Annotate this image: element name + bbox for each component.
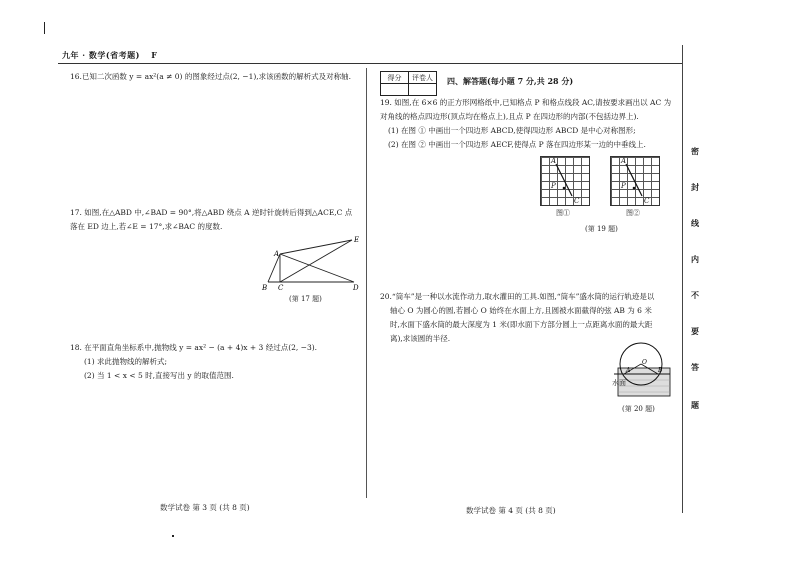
question-20-line2: 轴心 O 为圆心的圆,若圆心 O 始终在水面上方,且圆被水面截得的弦 AB 为 6 米 xyxy=(390,306,652,315)
question-19-line2: 对角线的格点四边形(顶点均在格点上),且点 P 在四边形的内部(不包括边界上). xyxy=(380,112,639,121)
fig19-1-label-p: P xyxy=(551,182,556,190)
header-version: F xyxy=(151,50,158,60)
fig17-label-b: B xyxy=(262,284,268,292)
page-header xyxy=(62,50,157,61)
side-char-8: 题 xyxy=(691,400,699,410)
question-20-line1: 20.“筒车”是一种以水流作动力,取水灌田的工具.如图,“筒车”盛水筒的运行轨迹是以 xyxy=(380,292,655,301)
question-19-line1: 19. 如图,在 6×6 的正方形网格纸中,已知格点 P 和格点线段 AC,请按要求画出以 AC 为 xyxy=(380,98,672,107)
question-18-line1: 18. 在平面直角坐标系中,抛物线 y = ax² − (a + 4)x + 3 经过点(2, −3). xyxy=(70,343,318,352)
side-char-3: 线 xyxy=(691,218,699,228)
fig19-2-label-a: A xyxy=(621,157,627,165)
score-cell-label: 得分 xyxy=(381,72,409,84)
fig19-segment-2 xyxy=(610,156,660,206)
scan-mark xyxy=(44,22,45,34)
footer-right: 数学试卷 第 4 页 (共 8 页) xyxy=(466,506,556,515)
grader-cell-label: 评卷人 xyxy=(409,72,437,84)
fig20-caption: (第 20 题) xyxy=(622,405,655,413)
binding-line xyxy=(682,45,683,513)
question-20-line4: 离),求该圆的半径. xyxy=(390,334,451,343)
figure-17 xyxy=(258,234,368,292)
column-divider xyxy=(366,68,367,498)
side-char-1: 密 xyxy=(691,146,699,156)
question-18 xyxy=(70,341,366,383)
figure-20 xyxy=(610,340,672,402)
header-rule xyxy=(58,63,682,64)
fig20-label-b: B xyxy=(658,367,663,374)
fig20-label-o: O xyxy=(642,359,647,366)
question-17 xyxy=(70,206,366,234)
fig19-subcaption-2: 图② xyxy=(626,209,640,217)
fig17-label-d: D xyxy=(353,284,359,292)
question-18-line3: (2) 当 1 < x < 5 时,直接写出 y 的取值范围. xyxy=(84,371,234,380)
fig17-label-e: E xyxy=(354,236,360,244)
fig19-2-label-p: P xyxy=(621,182,626,190)
score-table xyxy=(380,71,437,96)
scan-dot xyxy=(172,535,174,537)
question-20-line3: 时,水面下盛水筒的最大深度为 1 米(即水面下方部分圆上一点距离水面的最大距 xyxy=(390,320,653,329)
fig19-subcaption-1: 图① xyxy=(556,209,570,217)
fig20-label-a: A xyxy=(626,367,631,374)
question-20 xyxy=(380,290,678,346)
fig17-label-a: A xyxy=(274,250,280,258)
side-char-6: 要 xyxy=(691,326,699,336)
side-char-4: 内 xyxy=(691,254,699,264)
fig19-caption: (第 19 题) xyxy=(585,225,618,233)
question-19-line3: (1) 在图 ① 中画出一个四边形 ABCD,使得四边形 ABCD 是中心对称图形; xyxy=(388,126,636,135)
header-title: 九年 · 数学(省考题) xyxy=(62,50,140,60)
fig20-water-label: 水面 xyxy=(612,379,626,387)
fig19-2-label-c: C xyxy=(644,197,650,205)
fig19-segment-1 xyxy=(540,156,590,206)
question-16: 16.已知二次函数 y = ax²(a ≠ 0) 的图象经过点(2, −1),求该函数的解析式及对称轴. xyxy=(70,72,352,81)
section-title: 四、解答题(每小题 7 分,共 28 分) xyxy=(447,76,574,86)
fig19-1-label-a: A xyxy=(551,157,557,165)
question-17-line1: 17. 如图,在△ABD 中,∠BAD = 90°,将△ABD 绕点 A 逆时针旋转后得到△ACE,C 点 xyxy=(70,208,353,217)
fig17-caption: (第 17 题) xyxy=(289,295,322,303)
side-char-5: 不 xyxy=(691,290,699,300)
question-18-line2: (1) 求此抛物线的解析式; xyxy=(84,357,168,366)
question-17-line2: 落在 ED 边上,若∠E = 17°,求∠BAC 的度数. xyxy=(70,222,223,231)
question-19 xyxy=(380,96,678,152)
grader-cell[interactable] xyxy=(409,84,437,96)
fig17-label-c: C xyxy=(278,284,284,292)
footer-left: 数学试卷 第 3 页 (共 8 页) xyxy=(160,503,250,512)
score-cell[interactable] xyxy=(381,84,409,96)
side-char-2: 封 xyxy=(691,182,699,192)
fig19-1-label-c: C xyxy=(574,197,580,205)
side-char-7: 答 xyxy=(691,362,699,372)
question-19-line4: (2) 在图 ② 中画出一个四边形 AECF,使得点 P 落在四边形某一边的中垂线上. xyxy=(388,140,646,149)
